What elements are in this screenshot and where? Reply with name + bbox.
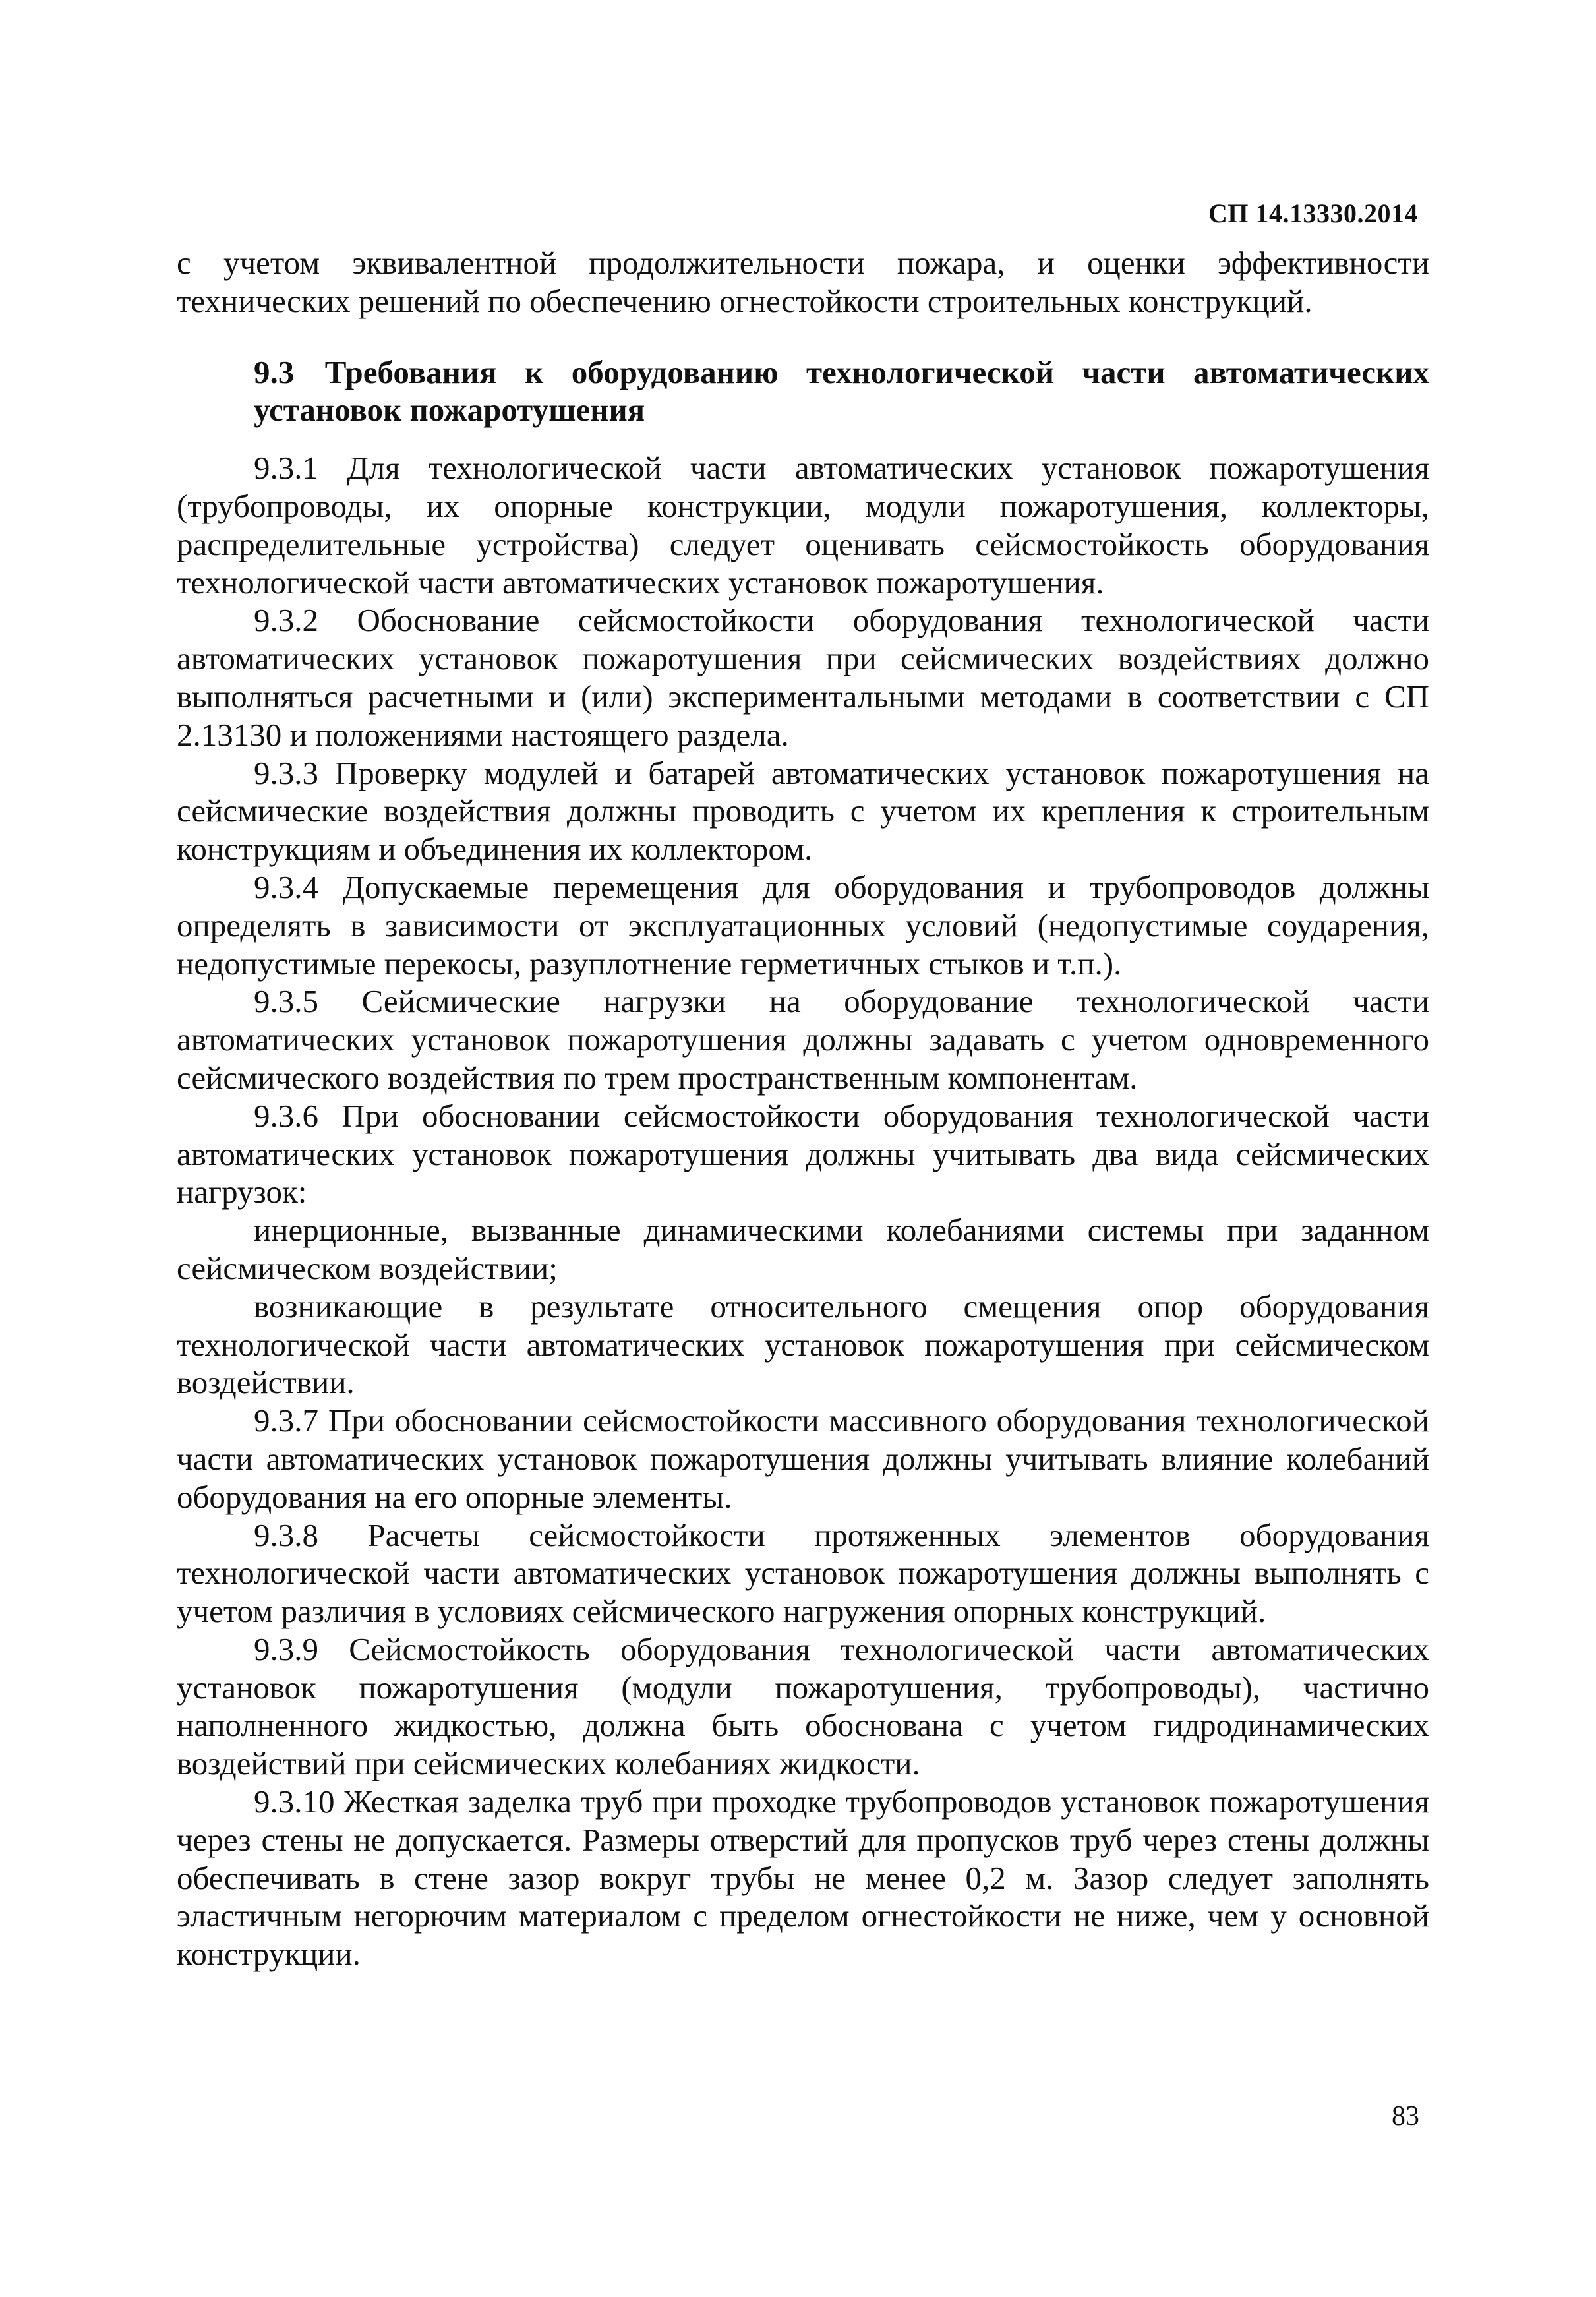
paragraph-9-3-8 (177, 1516, 1429, 1630)
paragraph-number: 9.3.1 (254, 450, 318, 487)
paragraph-text: Допускаемые перемещения для оборудования и трубопроводов должны определять в зависимости от эксплуатационных условий (недопустимые соударения, недопустимые перекосы, разуплотнение герметичных стыков и т.п.). (177, 868, 1430, 982)
paragraph-9-3-1 (177, 449, 1429, 601)
section-heading (177, 353, 1429, 430)
paragraph-text: возникающие в результате относительного смещения опор оборудования технологической части автоматических установок пожаротушения при сейсмическом воздействии. (177, 1288, 1429, 1401)
paragraph-number: 9.3.8 (254, 1516, 318, 1553)
paragraph-number: 9.3.4 (254, 868, 318, 905)
intro-paragraph: с учетом эквивалентной продолжительности пожара, и оценки эффективности технических решений по обеспечению огнестойкости строительных конструкций. (177, 245, 1429, 319)
page-number: 83 (1392, 2101, 1419, 2132)
paragraph-9-3-4 (177, 868, 1429, 982)
paragraph-text: Для технологической части автоматических установок пожаротушения (трубопроводы, их опорные конструкции, модули пожаротушения, коллекторы, распределительные устройства) следует оценивать сейсмостойкость оборудования технологической части автоматических установок пожаротушения. (177, 450, 1430, 601)
document-code-header: СП 14.13330.2014 (1208, 198, 1418, 228)
paragraph-9-3-5 (177, 982, 1429, 1096)
paragraph-text: При обосновании сейсмостойкости массивного оборудования технологической части автоматических установок пожаротушения должны учитывать влияние колебаний оборудования на его опорные элементы. (177, 1402, 1430, 1515)
paragraph-number: 9.3.7 (254, 1402, 318, 1439)
paragraph-number: 9.3.3 (254, 754, 318, 791)
paragraph-9-3-2 (177, 601, 1429, 754)
paragraph-text: Проверку модулей и батарей автоматических установок пожаротушения на сейсмические воздействия должны проводить с учетом их крепления к строительным конструкциям и объединения их коллектором. (177, 754, 1430, 868)
paragraph-text: Расчеты сейсмостойкости протяженных элементов оборудования технологической части автоматических установок пожаротушения должны выполнять с учетом различия в условиях сейсмического нагружения опорных конструкций. (177, 1516, 1429, 1630)
paragraph-text: Сейсмические нагрузки на оборудование технологической части автоматических установок пожаротушения должны задавать с учетом одновременного сейсмического воздействия по трем пространственным компонентам. (177, 983, 1429, 1096)
paragraph-text: Сейсмостойкость оборудования технологической части автоматических установок пожаротушения (модули пожаротушения, трубопроводы), частично наполненного жидкостью, должна быть обоснована с учетом гидродинамических воздействий при сейсмических колебаниях жидкости. (177, 1630, 1429, 1782)
paragraph-number: 9.3.5 (254, 983, 318, 1020)
paragraph-9-3-7 (177, 1402, 1429, 1516)
paragraph-9-3-3 (177, 754, 1429, 868)
document-body (177, 244, 1429, 1973)
list-item-inertial-loads (177, 1211, 1429, 1288)
paragraph-9-3-10 (177, 1783, 1429, 1973)
paragraph-number: 9.3.6 (254, 1097, 318, 1134)
paragraph-number: 9.3.9 (254, 1630, 318, 1667)
section-number: 9.3 (254, 353, 295, 390)
paragraph-9-3-6 (177, 1097, 1429, 1211)
paragraph-text: При обосновании сейсмостойкости оборудования технологической части автоматических установок пожаротушения должны учитывать два вида сейсмических нагрузок: (177, 1097, 1429, 1210)
section-title: Требования к оборудованию технологической части автоматических установок пожаротушения (254, 353, 1430, 429)
paragraph-text: Жесткая заделка труб при проходке трубопроводов установок пожаротушения через стены не допускается. Размеры отверстий для пропусков труб через стены должны обеспечивать в стене зазор вокруг трубы не менее 0,2 м. Зазор следует заполнять эластичным негорючим материалом с пределом огнестойкости не ниже, чем у основной конструкции. (177, 1783, 1430, 1973)
paragraph-text: Обоснование сейсмостойкости оборудования технологической части автоматических установок пожаротушения при сейсмических воздействиях должно выполняться расчетными и (или) экспериментальными методами в соответствии с СП 2.13130 и положениями настоящего раздела. (177, 602, 1430, 753)
paragraph-9-3-9 (177, 1630, 1429, 1783)
paragraph-number: 9.3.2 (254, 602, 318, 639)
paragraph-text: инерционные, вызванные динамическими колебаниями системы при заданном сейсмическом воздействии; (177, 1212, 1429, 1286)
paragraph-number: 9.3.10 (254, 1783, 335, 1820)
list-item-displacement-loads (177, 1288, 1429, 1402)
